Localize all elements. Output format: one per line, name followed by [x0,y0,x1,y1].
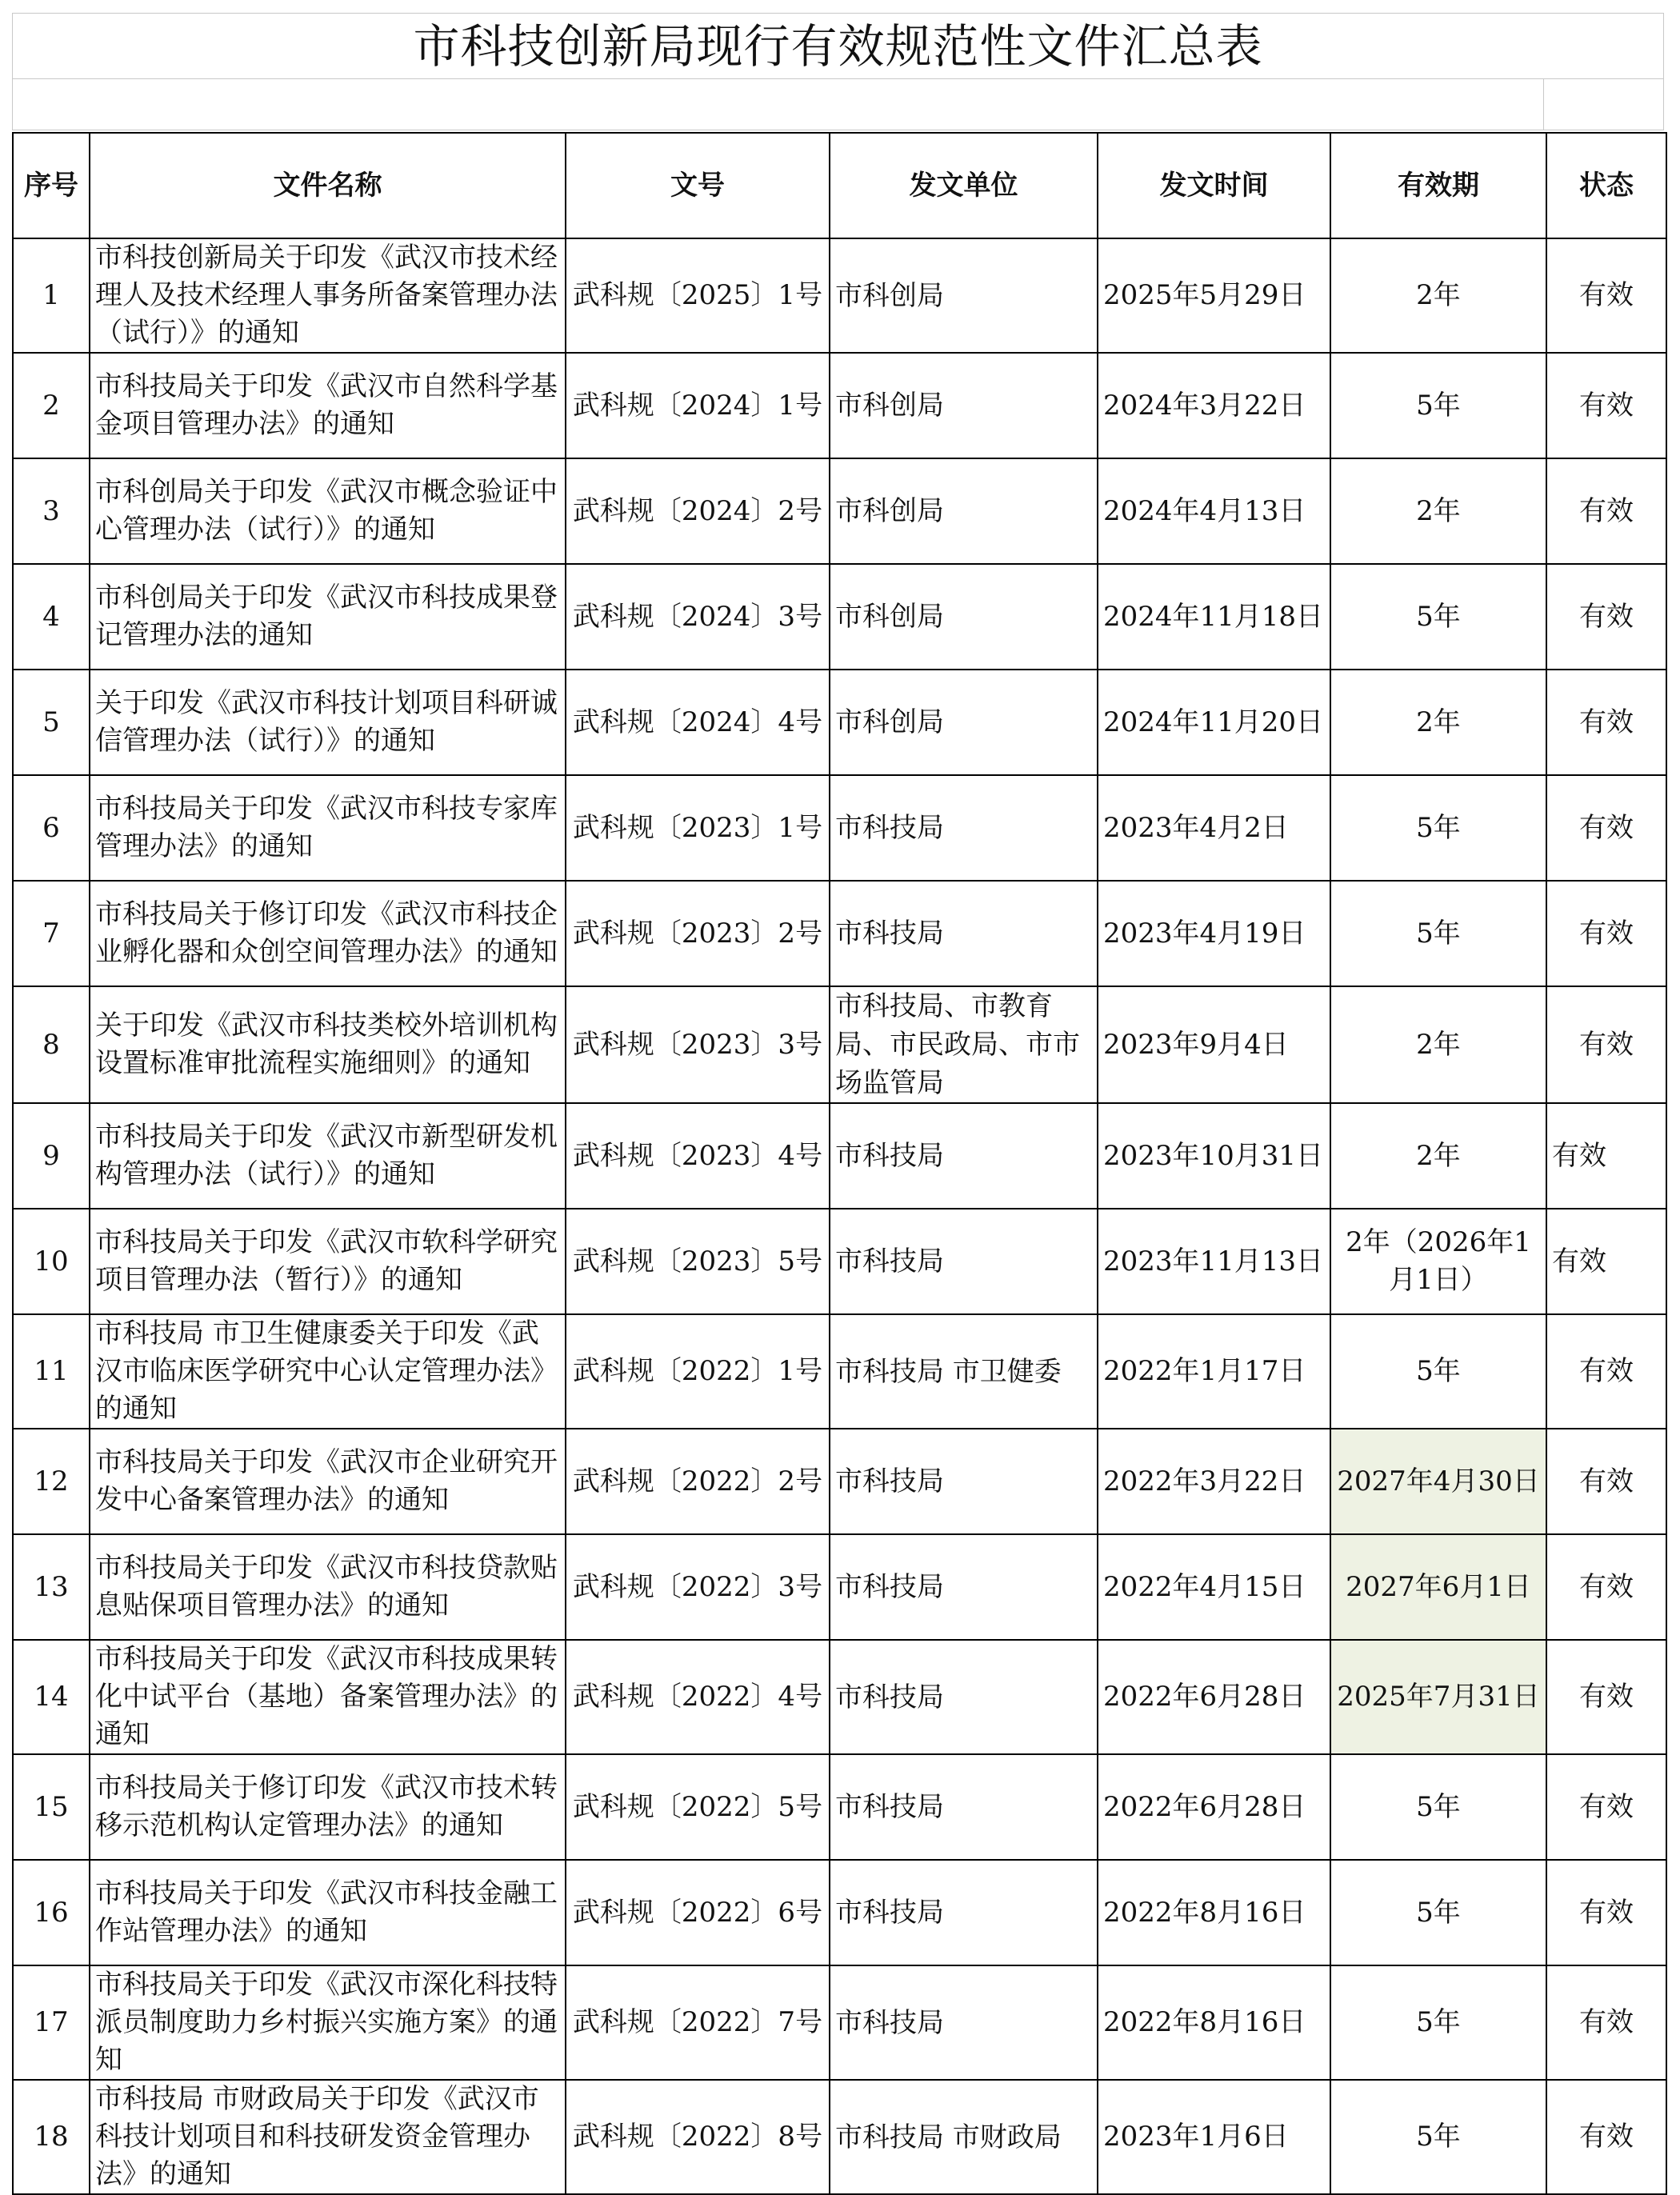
row-number: 7 [13,881,90,986]
document-name: 市科技局关于修订印发《武汉市技术转移示范机构认定管理办法》的通知 [90,1754,566,1860]
document-name: 市科技局 市卫生健康委关于印发《武汉市临床医学研究中心认定管理办法》的通知 [90,1314,566,1429]
header-validity: 有效期 [1330,133,1546,238]
issue-date: 2024年4月13日 [1098,458,1330,564]
issuing-unit: 市科技局 [830,1640,1098,1754]
table-row [13,564,1666,670]
header-date: 发文时间 [1098,133,1330,238]
issue-date: 2022年8月16日 [1098,1860,1330,1965]
document-name: 市科技局 市财政局关于印发《武汉市科技计划项目和科技研发资金管理办法》的通知 [90,2080,566,2194]
document-number: 武科规〔2022〕2号 [566,1429,830,1534]
document-name: 市科技局关于印发《武汉市企业研究开发中心备案管理办法》的通知 [90,1429,566,1534]
validity-period: 5年 [1330,2080,1546,2194]
table-row [13,458,1666,564]
status: 有效 [1546,458,1666,564]
validity-period: 5年 [1330,1860,1546,1965]
table-row [13,2080,1666,2194]
document-number: 武科规〔2022〕6号 [566,1860,830,1965]
issuing-unit: 市科创局 [830,238,1098,353]
document-name: 市科技局关于印发《武汉市自然科学基金项目管理办法》的通知 [90,353,566,458]
row-number: 16 [13,1860,90,1965]
row-number: 5 [13,670,90,775]
table-row [13,1209,1666,1314]
status: 有效 [1546,1103,1666,1209]
documents-table [12,132,1667,2195]
document-name: 市科技局关于修订印发《武汉市科技企业孵化器和众创空间管理办法》的通知 [90,881,566,986]
document-name: 市科技创新局关于印发《武汉市技术经理人及技术经理人事务所备案管理办法（试行）》的通知 [90,238,566,353]
document-number: 武科规〔2023〕3号 [566,986,830,1103]
issuing-unit: 市科创局 [830,458,1098,564]
table-row [13,1534,1666,1640]
status: 有效 [1546,775,1666,881]
document-number: 武科规〔2023〕5号 [566,1209,830,1314]
document-name: 关于印发《武汉市科技计划项目科研诚信管理办法（试行）》的通知 [90,670,566,775]
row-number: 15 [13,1754,90,1860]
validity-period: 5年 [1330,1965,1546,2080]
issue-date: 2022年3月22日 [1098,1429,1330,1534]
row-number: 2 [13,353,90,458]
status: 有效 [1546,1640,1666,1754]
row-number: 10 [13,1209,90,1314]
document-name: 市科技局关于印发《武汉市科技专家库管理办法》的通知 [90,775,566,881]
issue-date: 2023年10月31日 [1098,1103,1330,1209]
validity-period: 5年 [1330,564,1546,670]
status: 有效 [1546,881,1666,986]
status: 有效 [1546,1534,1666,1640]
row-number: 18 [13,2080,90,2194]
page-title: 市科技创新局现行有效规范性文件汇总表 [413,19,1263,74]
header-name: 文件名称 [90,133,566,238]
status: 有效 [1546,238,1666,353]
issue-date: 2022年6月28日 [1098,1754,1330,1860]
document-number: 武科规〔2023〕2号 [566,881,830,986]
validity-period: 2年（2026年1月1日） [1330,1209,1546,1314]
issue-date: 2024年11月18日 [1098,564,1330,670]
validity-period: 2年 [1330,458,1546,564]
validity-period: 5年 [1330,775,1546,881]
issue-date: 2023年4月19日 [1098,881,1330,986]
issuing-unit: 市科技局、市教育局、市民政局、市市场监管局 [830,986,1098,1103]
row-number: 6 [13,775,90,881]
document-name: 市科创局关于印发《武汉市概念验证中心管理办法（试行）》的通知 [90,458,566,564]
validity-period: 5年 [1330,1314,1546,1429]
row-number: 1 [13,238,90,353]
row-number: 17 [13,1965,90,2080]
table-row [13,1754,1666,1860]
validity-period: 2年 [1330,670,1546,775]
issue-date: 2022年6月28日 [1098,1640,1330,1754]
issue-date: 2024年3月22日 [1098,353,1330,458]
issuing-unit: 市科技局 [830,775,1098,881]
issue-date: 2024年11月20日 [1098,670,1330,775]
issuing-unit: 市科技局 市卫健委 [830,1314,1098,1429]
table-row [13,1429,1666,1534]
document-number: 武科规〔2022〕5号 [566,1754,830,1860]
issuing-unit: 市科技局 [830,1965,1098,2080]
validity-period: 2025年7月31日 [1330,1640,1546,1754]
status: 有效 [1546,1209,1666,1314]
issue-date: 2022年8月16日 [1098,1965,1330,2080]
row-number: 13 [13,1534,90,1640]
document-number: 武科规〔2024〕1号 [566,353,830,458]
table-row [13,986,1666,1103]
issue-date: 2023年11月13日 [1098,1209,1330,1314]
issuing-unit: 市科创局 [830,670,1098,775]
issue-date: 2022年1月17日 [1098,1314,1330,1429]
document-number: 武科规〔2024〕2号 [566,458,830,564]
issue-date: 2023年9月4日 [1098,986,1330,1103]
table-row [13,1860,1666,1965]
status: 有效 [1546,1314,1666,1429]
status: 有效 [1546,670,1666,775]
table-row [13,881,1666,986]
row-number: 4 [13,564,90,670]
row-number: 14 [13,1640,90,1754]
document-name: 市科技局关于印发《武汉市深化科技特派员制度助力乡村振兴实施方案》的通知 [90,1965,566,2080]
document-number: 武科规〔2022〕4号 [566,1640,830,1754]
issue-date: 2023年1月6日 [1098,2080,1330,2194]
validity-period: 5年 [1330,353,1546,458]
validity-period: 2027年6月1日 [1330,1534,1546,1640]
status: 有效 [1546,986,1666,1103]
document-name: 市科创局关于印发《武汉市科技成果登记管理办法的通知 [90,564,566,670]
validity-period: 5年 [1330,1754,1546,1860]
row-number: 8 [13,986,90,1103]
table-row [13,775,1666,881]
issuing-unit: 市科技局 [830,881,1098,986]
document-number: 武科规〔2024〕3号 [566,564,830,670]
row-number: 11 [13,1314,90,1429]
status: 有效 [1546,1965,1666,2080]
document-number: 武科规〔2022〕1号 [566,1314,830,1429]
issue-date: 2022年4月15日 [1098,1534,1330,1640]
issuing-unit: 市科创局 [830,353,1098,458]
document-number: 武科规〔2022〕8号 [566,2080,830,2194]
document-name: 关于印发《武汉市科技类校外培训机构设置标准审批流程实施细则》的通知 [90,986,566,1103]
document-name: 市科技局关于印发《武汉市新型研发机构管理办法（试行）》的通知 [90,1103,566,1209]
issuing-unit: 市科技局 [830,1534,1098,1640]
table-row [13,1103,1666,1209]
blank-row [12,79,1664,130]
header-issuer: 发文单位 [830,133,1098,238]
row-number: 9 [13,1103,90,1209]
table-row [13,238,1666,353]
document-number: 武科规〔2022〕3号 [566,1534,830,1640]
issuing-unit: 市科技局 [830,1860,1098,1965]
issuing-unit: 市科技局 [830,1209,1098,1314]
issuing-unit: 市科技局 [830,1754,1098,1860]
header-doc-no: 文号 [566,133,830,238]
document-number: 武科规〔2022〕7号 [566,1965,830,2080]
document-name: 市科技局关于印发《武汉市科技成果转化中试平台（基地）备案管理办法》的通知 [90,1640,566,1754]
document-name: 市科技局关于印发《武汉市科技金融工作站管理办法》的通知 [90,1860,566,1965]
header-row [13,133,1666,238]
issuing-unit: 市科技局 [830,1103,1098,1209]
status: 有效 [1546,1860,1666,1965]
table-row [13,353,1666,458]
status: 有效 [1546,564,1666,670]
validity-period: 2年 [1330,238,1546,353]
header-status: 状态 [1546,133,1666,238]
table-row [13,1965,1666,2080]
status: 有效 [1546,1429,1666,1534]
row-number: 12 [13,1429,90,1534]
table-row [13,1640,1666,1754]
status: 有效 [1546,1754,1666,1860]
status: 有效 [1546,2080,1666,2194]
issuing-unit: 市科技局 [830,1429,1098,1534]
status: 有效 [1546,353,1666,458]
document-number: 武科规〔2025〕1号 [566,238,830,353]
issue-date: 2025年5月29日 [1098,238,1330,353]
issuing-unit: 市科技局 市财政局 [830,2080,1098,2194]
header-no: 序号 [13,133,90,238]
document-number: 武科规〔2023〕4号 [566,1103,830,1209]
validity-period: 2027年4月30日 [1330,1429,1546,1534]
title-cell [12,13,1664,79]
row-number: 3 [13,458,90,564]
validity-period: 5年 [1330,881,1546,986]
document-number: 武科规〔2023〕1号 [566,775,830,881]
issuing-unit: 市科创局 [830,564,1098,670]
issue-date: 2023年4月2日 [1098,775,1330,881]
document-name: 市科技局关于印发《武汉市软科学研究项目管理办法（暂行）》的通知 [90,1209,566,1314]
validity-period: 2年 [1330,1103,1546,1209]
table-row [13,1314,1666,1429]
document-name: 市科技局关于印发《武汉市科技贷款贴息贴保项目管理办法》的通知 [90,1534,566,1640]
document-number: 武科规〔2024〕4号 [566,670,830,775]
table-row [13,670,1666,775]
validity-period: 2年 [1330,986,1546,1103]
